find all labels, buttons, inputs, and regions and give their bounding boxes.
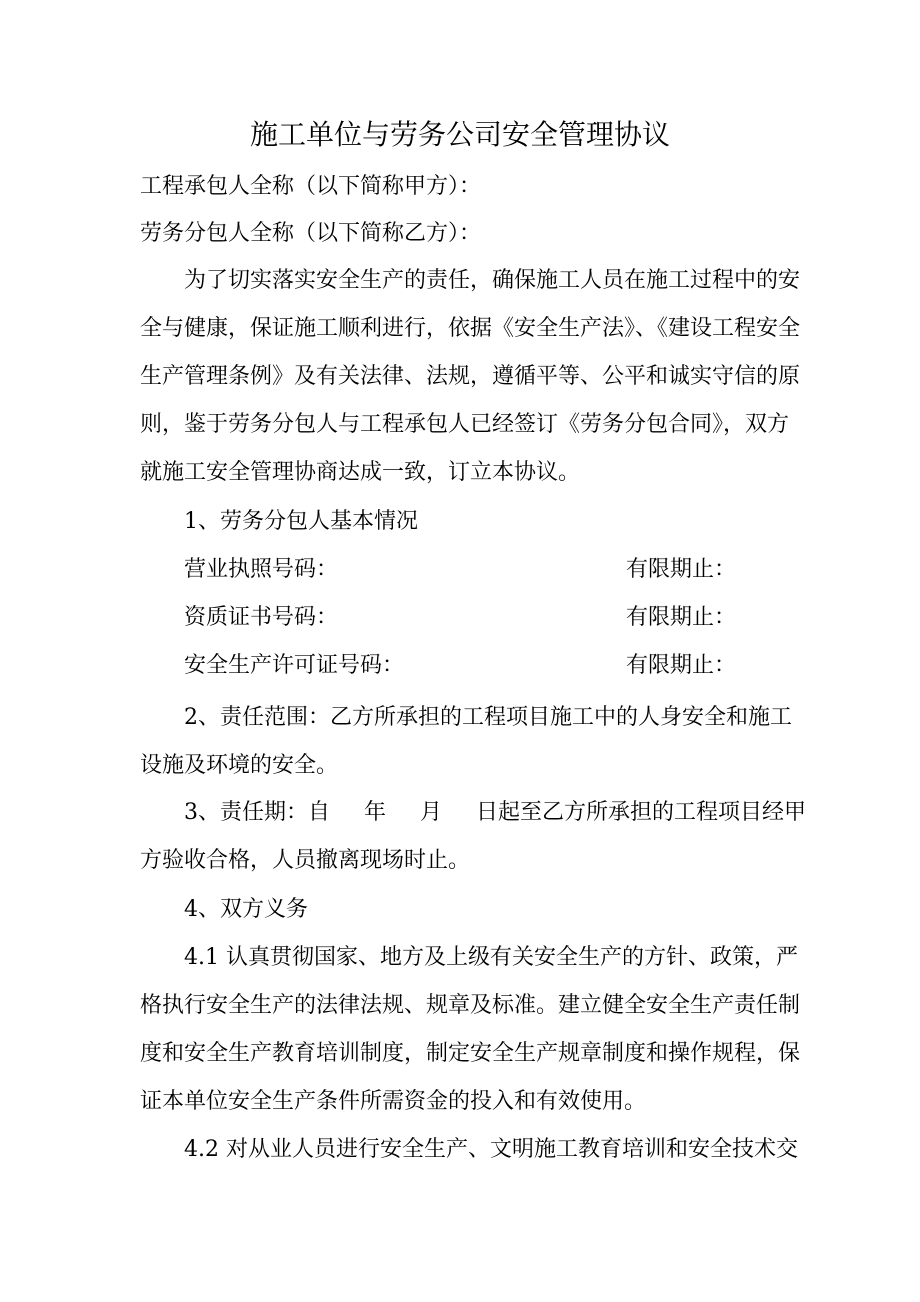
intro-line: 就施工安全管理协商达成一致，订立本协议。 [140, 460, 581, 485]
section-3-line-2: 方验收合格，人员撤离现场时止。 [140, 848, 471, 873]
business-license-label: 营业执照号码： [184, 557, 339, 582]
section-3-year: 年 [364, 800, 387, 825]
intro-line: 为了切实落实安全生产的责任，确保施工人员在施工过程中的安 [184, 268, 801, 293]
intro-line: 全与健康，保证施工顺利进行，依据《安全生产法》、《建设工程安全 [140, 316, 801, 341]
section-4-2-line: 4.2 对从业人员进行安全生产、文明施工教育培训和安全技术交 [184, 1137, 798, 1162]
section-3-prefix: 3、责任期：自 [184, 800, 330, 825]
section-4-1-line: 格执行安全生产的法律法规、规章及标准。建立健全安全生产责任制 [140, 993, 801, 1018]
section-3-suffix: 日起至乙方所承担的工程项目经甲 [476, 800, 807, 825]
qualification-cert-expiry-label: 有限期止： [626, 605, 737, 630]
document-title: 施工单位与劳务公司安全管理协议 [249, 118, 670, 151]
business-license-expiry-label: 有限期止： [626, 557, 737, 582]
section-2-line: 设施及环境的安全。 [140, 753, 339, 778]
safety-permit-expiry-label: 有限期止： [626, 653, 737, 678]
intro-line: 生产管理条例》及有关法律、法规，遵循平等、公平和诚实守信的原 [140, 364, 801, 389]
safety-permit-label: 安全生产许可证号码： [184, 653, 405, 678]
section-2-line: 2、责任范围：乙方所承担的工程项目施工中的人身安全和施工 [184, 705, 792, 730]
section-3-month: 月 [420, 800, 443, 825]
section-3-line [184, 800, 806, 826]
qualification-cert-label: 资质证书号码： [184, 605, 339, 630]
section-4-1-line: 度和安全生产教育培训制度，制定安全生产规章制度和操作规程，保 [140, 1041, 801, 1066]
section-4-1-line: 4.1 认真贯彻国家、地方及上级有关安全生产的方针、政策，严 [184, 945, 798, 970]
party-a-line: 工程承包人全称（以下简称甲方）： [140, 174, 482, 199]
section-4-1-line: 证本单位安全生产条件所需资金的投入和有效使用。 [140, 1089, 647, 1114]
section-4-heading: 4、双方义务 [184, 897, 308, 922]
party-b-line: 劳务分包人全称（以下简称乙方）： [140, 221, 482, 246]
section-1-heading: 1、劳务分包人基本情况 [184, 509, 418, 534]
intro-line: 则，鉴于劳务分包人与工程承包人已经签订《劳务分包合同》，双方 [140, 412, 790, 437]
